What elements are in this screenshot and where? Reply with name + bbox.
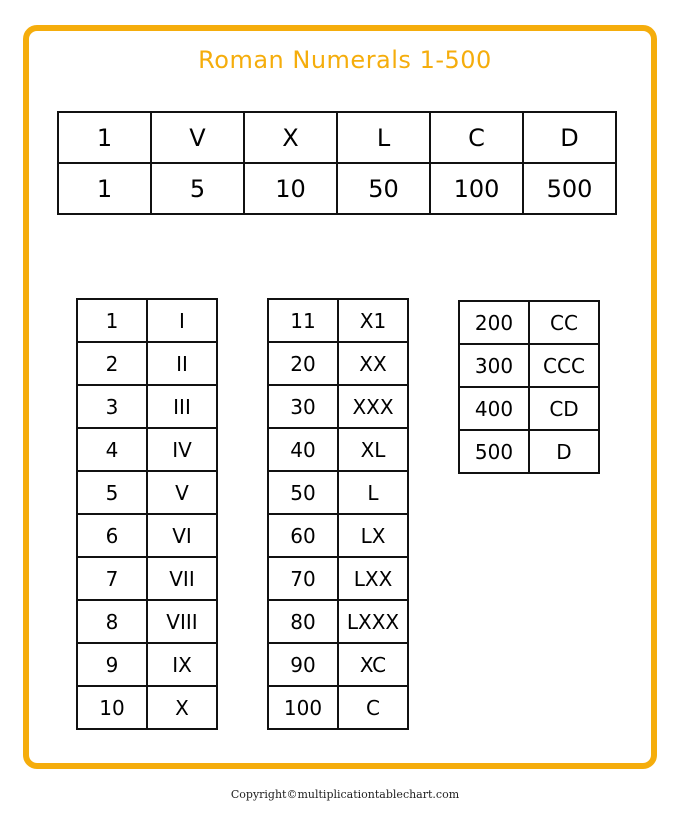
value-cell: 10 <box>244 163 337 214</box>
table-row <box>77 342 217 385</box>
number-cell: 500 <box>459 430 529 473</box>
table-row <box>268 557 408 600</box>
numeral-cell: V <box>147 471 217 514</box>
number-cell: 50 <box>268 471 338 514</box>
numeral-cell: VIII <box>147 600 217 643</box>
value-cell: 500 <box>523 163 616 214</box>
numeral-cell: CD <box>529 387 599 430</box>
numeral-cell: C <box>338 686 408 729</box>
table-row <box>459 430 599 473</box>
numeral-cell: CC <box>529 301 599 344</box>
number-cell: 3 <box>77 385 147 428</box>
number-cell: 11 <box>268 299 338 342</box>
numeral-cell: III <box>147 385 217 428</box>
page-title: Roman Numerals 1-500 <box>198 46 492 74</box>
table-row <box>268 385 408 428</box>
number-cell: 300 <box>459 344 529 387</box>
value-cell: 1 <box>58 163 151 214</box>
numeral-cell: X1 <box>338 299 408 342</box>
numeral-cell: XL <box>338 428 408 471</box>
numeral-cell: LXXX <box>338 600 408 643</box>
number-cell: 20 <box>268 342 338 385</box>
numeral-cell: XX <box>338 342 408 385</box>
number-cell: 8 <box>77 600 147 643</box>
numeral-cell: XXX <box>338 385 408 428</box>
number-cell: 9 <box>77 643 147 686</box>
value-cell: 50 <box>337 163 430 214</box>
number-cell: 7 <box>77 557 147 600</box>
symbol-cell: V <box>151 112 244 163</box>
table-row <box>459 344 599 387</box>
symbol-cell: D <box>523 112 616 163</box>
number-cell: 100 <box>268 686 338 729</box>
numerals-table-200-500 <box>458 300 600 474</box>
number-cell: 80 <box>268 600 338 643</box>
table-row <box>77 514 217 557</box>
table-row <box>77 299 217 342</box>
number-cell: 90 <box>268 643 338 686</box>
numeral-cell: IX <box>147 643 217 686</box>
numeral-cell: L <box>338 471 408 514</box>
symbol-cell: L <box>337 112 430 163</box>
copyright-text: Copyright©multiplicationtablechart.com <box>230 788 460 801</box>
table-row <box>77 385 217 428</box>
table-row <box>268 686 408 729</box>
number-cell: 10 <box>77 686 147 729</box>
symbol-value-table <box>57 111 617 215</box>
table-row <box>268 514 408 557</box>
number-cell: 40 <box>268 428 338 471</box>
numeral-cell: LXX <box>338 557 408 600</box>
numeral-cell: CCC <box>529 344 599 387</box>
table-row <box>459 301 599 344</box>
table-row <box>77 686 217 729</box>
numeral-cell: VII <box>147 557 217 600</box>
number-cell: 30 <box>268 385 338 428</box>
numerals-table-11-100 <box>267 298 409 730</box>
numeral-cell: D <box>529 430 599 473</box>
value-row <box>58 163 616 214</box>
numeral-cell: II <box>147 342 217 385</box>
numeral-cell: XC <box>338 643 408 686</box>
symbol-row <box>58 112 616 163</box>
number-cell: 70 <box>268 557 338 600</box>
numeral-cell: I <box>147 299 217 342</box>
numeral-cell: IV <box>147 428 217 471</box>
table-row <box>268 600 408 643</box>
table-row <box>77 643 217 686</box>
number-cell: 4 <box>77 428 147 471</box>
number-cell: 5 <box>77 471 147 514</box>
number-cell: 6 <box>77 514 147 557</box>
table-row <box>77 471 217 514</box>
number-cell: 1 <box>77 299 147 342</box>
table-row <box>459 387 599 430</box>
symbol-cell: 1 <box>58 112 151 163</box>
value-cell: 100 <box>430 163 523 214</box>
numeral-cell: LX <box>338 514 408 557</box>
number-cell: 200 <box>459 301 529 344</box>
number-cell: 2 <box>77 342 147 385</box>
symbol-cell: C <box>430 112 523 163</box>
numeral-cell: X <box>147 686 217 729</box>
table-row <box>268 299 408 342</box>
symbol-cell: X <box>244 112 337 163</box>
table-row <box>268 428 408 471</box>
table-row <box>77 600 217 643</box>
number-cell: 60 <box>268 514 338 557</box>
number-cell: 400 <box>459 387 529 430</box>
table-row <box>268 342 408 385</box>
table-row <box>77 428 217 471</box>
table-row <box>268 643 408 686</box>
numeral-cell: VI <box>147 514 217 557</box>
numerals-table-1-10 <box>76 298 218 730</box>
table-row <box>268 471 408 514</box>
value-cell: 5 <box>151 163 244 214</box>
table-row <box>77 557 217 600</box>
